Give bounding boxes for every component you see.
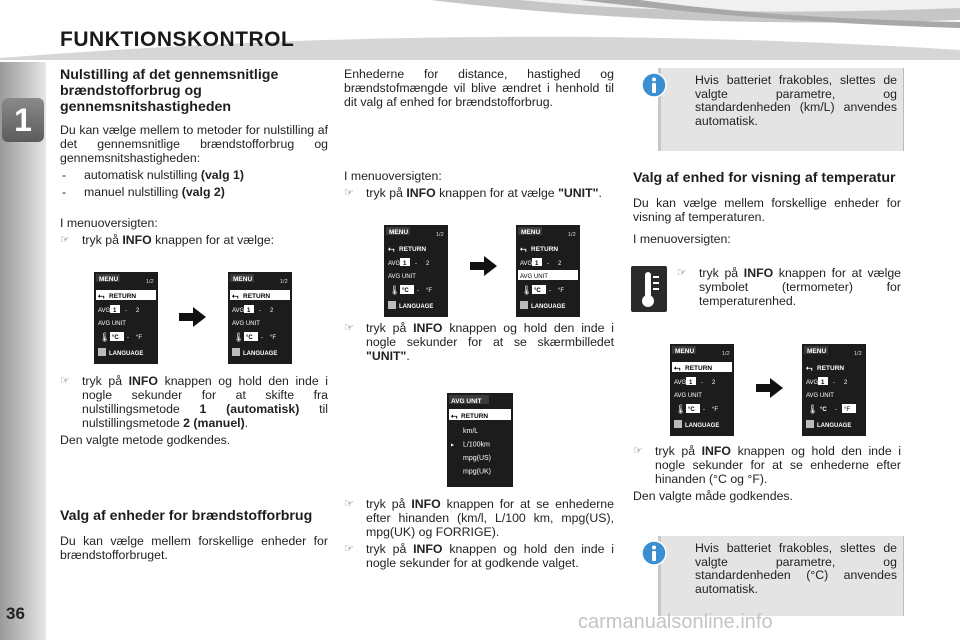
- avg-value-1: 1: [535, 261, 539, 267]
- return-arrow-icon: ⮢: [98, 291, 105, 300]
- pointing-hand-icon: ☞: [60, 375, 70, 387]
- column-1: [60, 67, 328, 202]
- language-label: LANGUAGE: [109, 351, 144, 357]
- return-arrow-icon: ⮢: [674, 363, 681, 372]
- step-select-temperature: ☞ tryk på INFO knappen for at vælge symbolet (termometer) for temperaturenhed.: [677, 266, 901, 308]
- section-heading-temperature: Valg af enhed for visning af temperatur: [633, 170, 896, 186]
- return-label: RETURN: [399, 246, 427, 253]
- unit-option: km/L: [463, 428, 479, 435]
- thermometer-icon: 🌡: [807, 404, 819, 414]
- avg-value-2: 2: [426, 261, 430, 267]
- menu-label: MENU: [389, 229, 409, 236]
- avg-dash: -: [125, 308, 127, 314]
- column-1-steps: [60, 374, 328, 450]
- pointing-hand-icon: ☞: [344, 187, 354, 199]
- section-heading-fuel-units: Valg af enheder for brændstofforbrug: [60, 508, 313, 524]
- language-icon: [806, 420, 814, 428]
- avg-value-1: 1: [113, 308, 117, 314]
- menu-label: MENU: [521, 229, 541, 236]
- menu-screen: [94, 272, 158, 364]
- thermometer-icon: 🌡: [99, 332, 111, 342]
- avg-value-2: 2: [270, 308, 274, 314]
- return-label: RETURN: [109, 293, 137, 300]
- language-icon: [520, 301, 528, 309]
- return-arrow-icon: ⮢: [232, 291, 239, 300]
- step-hold: ☞ tryk på INFO knappen og hold den inde i nogle sekunder for at skifte fra nulstillingsmetode 1 (automatisk) til nulstillingsmetode 2 (manuel).: [60, 374, 328, 430]
- temp-dash: -: [261, 335, 263, 341]
- step-hold-unit: ☞ tryk på INFO knappen og hold den inde i nogle sekunder for at se skærmbilledet "UNIT".: [344, 321, 614, 363]
- return-arrow-icon: ⮢: [520, 244, 527, 253]
- unit-label: AVG UNIT: [232, 321, 260, 327]
- avg-dash: -: [833, 380, 835, 386]
- language-label: LANGUAGE: [531, 304, 566, 310]
- language-label: LANGUAGE: [817, 423, 852, 429]
- menu-page: 1/2: [722, 351, 730, 357]
- method-approved: Den valgte metode godkendes.: [60, 433, 231, 447]
- avg-value-2: 2: [712, 380, 716, 386]
- celsius-label: °C: [112, 335, 119, 341]
- info-box-temperature: [658, 536, 904, 616]
- thermometer-icon: 🌡: [675, 404, 687, 414]
- menu-label: MENU: [99, 276, 119, 283]
- unit-option: mpg(US): [463, 455, 492, 462]
- watermark: carmanualsonline.info: [578, 611, 773, 633]
- step-hold-temperature: ☞ tryk på INFO knappen og hold den inde i nogle sekunder for at se enhederne efter hinanden (°C og °F).: [633, 444, 901, 486]
- language-icon: [674, 420, 682, 428]
- temperature-approved: Den valgte måde godkendes.: [633, 489, 793, 503]
- right-arrow-icon: [179, 305, 207, 329]
- unit-screen: [447, 393, 513, 487]
- fuel-units-intro: Du kan vælge mellem forskellige enheder for brændstofforbruget.: [60, 534, 328, 562]
- column-3-steps: [633, 444, 901, 506]
- return-arrow-icon: ⮢: [806, 363, 813, 372]
- language-label: LANGUAGE: [243, 351, 278, 357]
- avg-label: AVG: [520, 261, 533, 267]
- column-2-steps: [344, 497, 614, 573]
- unit-label: AVG UNIT: [674, 393, 702, 399]
- info-icon: [641, 72, 667, 98]
- chapter-badge: 1: [2, 98, 44, 142]
- chapter-sidebar: [0, 62, 46, 640]
- info-text-temperature: Hvis batteriet frakobles, slettes de valgte parametre, og standardenheden (°C) anvendes automatisk.: [695, 541, 897, 596]
- right-arrow-icon: [756, 376, 784, 400]
- celsius-label: °C: [246, 335, 253, 341]
- language-icon: [232, 348, 240, 356]
- menu-overview-label: I menuoversigten:: [60, 216, 158, 230]
- avg-value-1: 1: [247, 308, 251, 314]
- fahrenheit-label: °F: [844, 407, 851, 413]
- return-label: RETURN: [243, 293, 271, 300]
- section-heading-reset: Nulstilling af det gennemsnitlige brændstofforbrug og gennemsnitshastigheden: [60, 67, 279, 115]
- column-2: [344, 67, 614, 112]
- pointing-hand-icon: ☞: [344, 543, 354, 555]
- fahrenheit-label: °F: [558, 288, 565, 294]
- temp-dash: -: [703, 407, 705, 413]
- step-browse-units: ☞ tryk på INFO knappen for at se enhederne efter hinanden (km/l, L/100 km, mpg(US), mpg(UK) og FORRIGE).: [344, 497, 614, 539]
- avg-dash: -: [415, 261, 417, 267]
- language-label: LANGUAGE: [399, 304, 434, 310]
- fahrenheit-label: °F: [270, 335, 277, 341]
- language-icon: [98, 348, 106, 356]
- pointing-hand-icon: ☞: [633, 445, 643, 457]
- unit-label: AVG UNIT: [520, 274, 548, 280]
- page-title: FUNKTIONSKONTROL: [60, 28, 295, 51]
- temp-dash: -: [127, 335, 129, 341]
- celsius-label: °C: [820, 407, 827, 413]
- pointing-hand-icon: ☞: [60, 234, 70, 246]
- column-3-select: [677, 266, 901, 311]
- avg-label: AVG: [232, 308, 245, 314]
- menu-screen: [384, 225, 448, 317]
- menu-overview-label-3: I menuoversigten:: [633, 232, 731, 246]
- avg-dash: -: [547, 261, 549, 267]
- menu-page: 1/2: [568, 232, 576, 238]
- avg-value-1: 1: [403, 261, 407, 267]
- info-icon: [641, 540, 667, 566]
- avg-label: AVG: [388, 261, 401, 267]
- step-select-unit: ☞ tryk på INFO knappen for at vælge "UNIT".: [344, 186, 602, 200]
- menu-page: 1/2: [854, 351, 862, 357]
- unit-label: AVG UNIT: [98, 321, 126, 327]
- thermometer-icon: 🌡: [389, 285, 401, 295]
- avg-value-1: 1: [689, 380, 693, 386]
- return-arrow-icon: ⮢: [388, 244, 395, 253]
- temp-dash: -: [835, 407, 837, 413]
- unit-option: mpg(UK): [463, 468, 492, 476]
- thermometer-icon: 🌡: [521, 285, 533, 295]
- language-label: LANGUAGE: [685, 423, 720, 429]
- return-label: RETURN: [531, 246, 559, 253]
- reset-intro: Du kan vælge mellem to metoder for nulstilling af det gennemsnitlige brændstofforbrug og gennemsnitshastigheden:: [60, 123, 328, 165]
- fahrenheit-label: °F: [426, 288, 433, 294]
- menu-screen: [670, 344, 734, 436]
- avg-value-1: 1: [821, 380, 825, 386]
- avg-value-2: 2: [558, 261, 562, 267]
- celsius-label: °C: [402, 288, 409, 294]
- menu-label: MENU: [675, 348, 695, 355]
- avg-value-2: 2: [136, 308, 140, 314]
- option-2: - manuel nulstilling (valg 2): [62, 185, 225, 199]
- return-arrow-icon: ⮢: [451, 411, 458, 420]
- temperature-intro: Du kan vælge mellem forskellige enheder for visning af temperaturen.: [633, 196, 901, 224]
- info-text-fuel: Hvis batteriet frakobles, slettes de valgte parametre, og standardenheden (km/L) anvendes automatisk.: [695, 73, 897, 128]
- info-box-fuel: [658, 68, 904, 151]
- unit-option: L/100km: [463, 441, 490, 449]
- avg-label: AVG: [674, 380, 687, 386]
- menu-label: MENU: [807, 348, 827, 355]
- unit-screen-return: RETURN: [461, 413, 489, 420]
- menu-page: 1/2: [436, 232, 444, 238]
- temp-dash: -: [417, 288, 419, 294]
- menu-label: MENU: [233, 276, 253, 283]
- pointing-hand-icon: ☞: [344, 498, 354, 510]
- option-1: - automatisk nulstilling (valg 1): [62, 168, 244, 182]
- avg-label: AVG: [806, 380, 819, 386]
- return-label: RETURN: [685, 365, 713, 372]
- unit-label: AVG UNIT: [388, 274, 416, 280]
- menu-page: 1/2: [280, 279, 288, 285]
- menu-overview-label-2: I menuoversigten:: [344, 169, 442, 183]
- column-2-hold: [344, 321, 614, 366]
- avg-value-2: 2: [844, 380, 848, 386]
- menu-screen: [802, 344, 866, 436]
- step-confirm-unit: ☞ tryk på INFO knappen og hold den inde i nogle sekunder for at godkende valget.: [344, 542, 614, 570]
- selected-marker-icon: ▸: [451, 442, 455, 449]
- menu-screen: [228, 272, 292, 364]
- thermometer-icon: [631, 266, 667, 312]
- column-1-menu: [60, 216, 328, 250]
- celsius-label: °C: [688, 407, 695, 413]
- fahrenheit-label: °F: [136, 335, 143, 341]
- temp-dash: -: [549, 288, 551, 294]
- menu-page: 1/2: [146, 279, 154, 285]
- return-label: RETURN: [817, 365, 845, 372]
- thermometer-icon: 🌡: [233, 332, 245, 342]
- units-intro: Enhederne for distance, hastighed og brændstofmængde vil blive ændret i henhold til dit valg af enhed for brændstofforbrug.: [344, 67, 614, 109]
- unit-label: AVG UNIT: [806, 393, 834, 399]
- column-1-fuel: [60, 508, 328, 565]
- language-icon: [388, 301, 396, 309]
- unit-screen-header: AVG UNIT: [451, 398, 482, 405]
- pointing-hand-icon: ☞: [344, 322, 354, 334]
- avg-dash: -: [701, 380, 703, 386]
- avg-label: AVG: [98, 308, 111, 314]
- menu-screen: [516, 225, 580, 317]
- right-arrow-icon: [470, 254, 498, 278]
- avg-dash: -: [259, 308, 261, 314]
- pointing-hand-icon: ☞: [677, 267, 687, 279]
- column-2-menu: [344, 169, 614, 203]
- column-3: [633, 170, 901, 249]
- fahrenheit-label: °F: [712, 407, 719, 413]
- page-number: 36: [6, 604, 25, 623]
- step-select: ☞ tryk på INFO knappen for at vælge:: [60, 233, 275, 247]
- celsius-label: °C: [534, 288, 541, 294]
